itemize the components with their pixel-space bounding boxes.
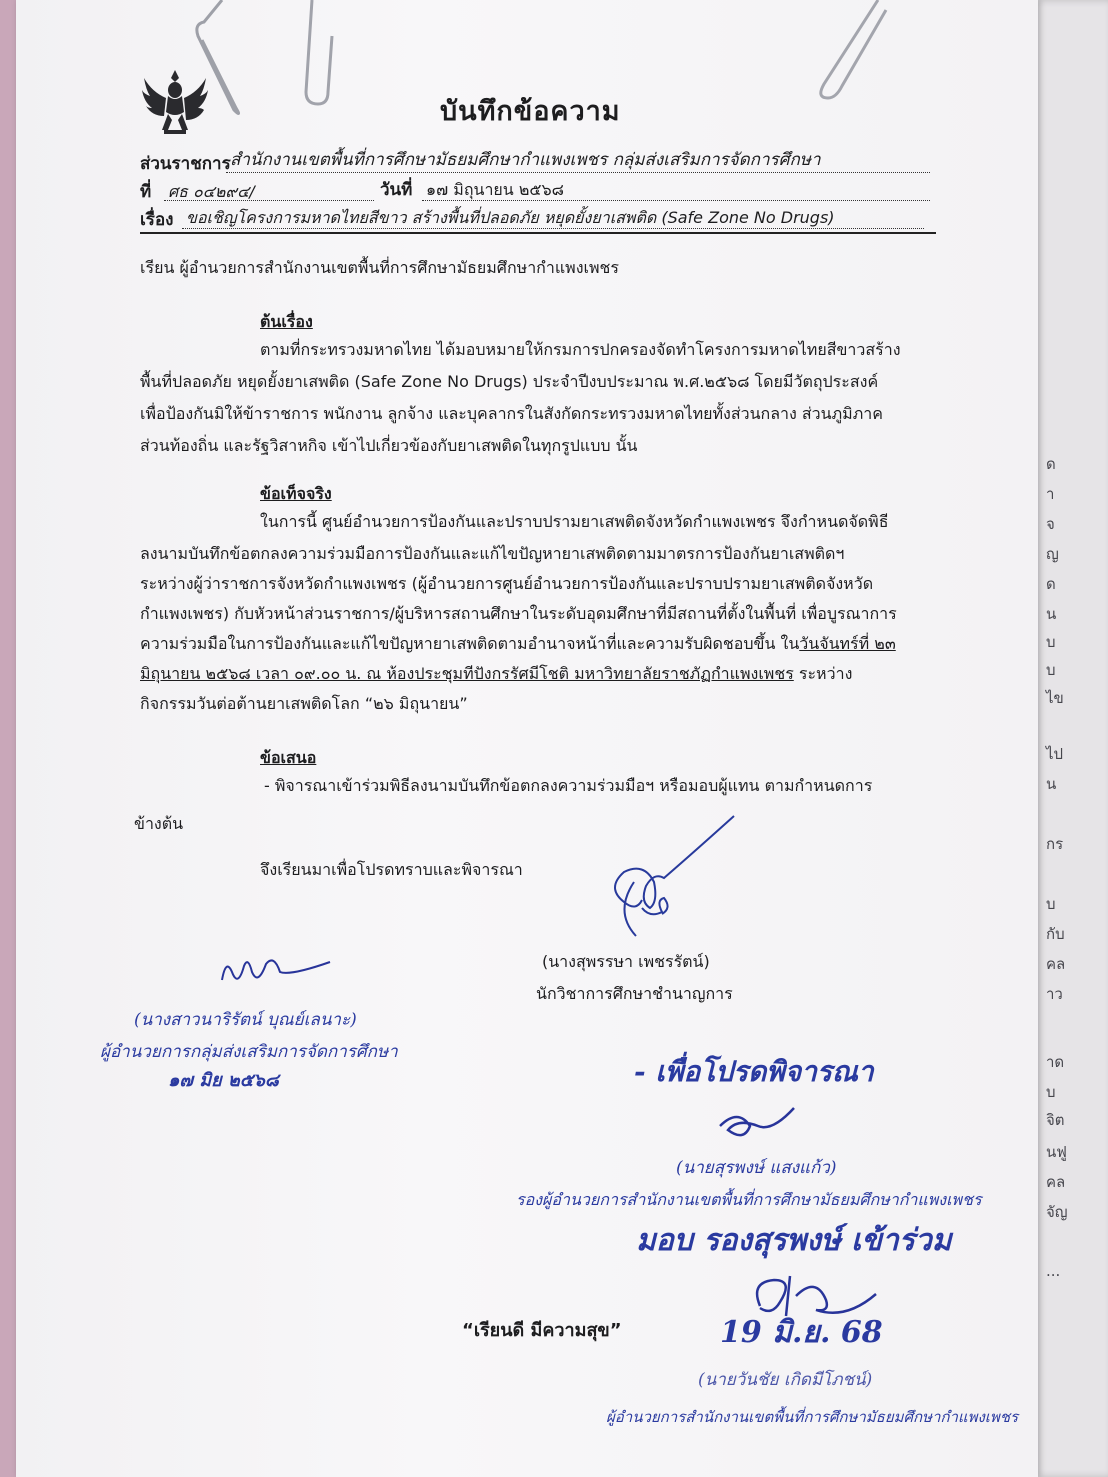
underlying-page-text: บ — [1046, 1083, 1056, 1101]
underlying-page-text: ไข — [1046, 689, 1064, 707]
underlying-page-text: กร — [1046, 835, 1064, 853]
underlying-page-text: คล — [1046, 1173, 1066, 1191]
proposal-item: - พิจารณาเข้าร่วมพิธีลงนามบันทึกข้อตกลงความร่วมมือฯ หรือมอบผู้แทน ตามกำหนดการ — [264, 776, 873, 795]
salutation: เรียน ผู้อำนวยการสำนักงานเขตพื้นที่การศึกษามัธยมศึกษากำแพงเพชร — [140, 258, 619, 277]
underlying-page-text: บ — [1046, 895, 1056, 913]
facts-line: ระหว่างผู้ว่าราชการจังหวัดกำแพงเพชร (ผู้อำนวยการศูนย์อำนวยการป้องกันและปราบปรามยาเสพติดจังหวัด — [140, 574, 874, 593]
facts-line-5 — [140, 636, 896, 652]
facts-line: กิจกรรมวันต่อต้านยาเสพติดโลก “๒๖ มิถุนายน” — [140, 694, 468, 713]
officer-name: (นางสุพรรษา เพชรรัตน์) — [542, 952, 710, 971]
facts-heading: ข้อเท็จจริง — [260, 484, 332, 503]
ref-dotted-line — [164, 200, 374, 201]
closing-line: จึงเรียนมาเพื่อโปรดทราบและพิจารณา — [260, 860, 523, 879]
underlying-page-text: ด — [1046, 455, 1056, 473]
deputy-signature — [714, 1106, 804, 1146]
meeting-day: วันจันทร์ที่ ๒๓ — [799, 634, 896, 653]
background-line: พื้นที่ปลอดภัย หยุดยั้งยาเสพติด (Safe Zone No Drugs) ประจำปีงบประมาณ พ.ศ.๒๕๖๘ โดยมีวัตถุประสงค์ — [140, 372, 879, 391]
proposal-item-tail: ข้างต้น — [134, 814, 184, 833]
background-line: ส่วนท้องถิ่น และรัฐวิสาหกิจ เข้าไปเกี่ยวข้องกับยาเสพติดในทุกรูปแบบ นั้น — [140, 436, 638, 455]
underlying-page-text: ญ — [1046, 545, 1059, 563]
subject-value: ขอเชิญโครงการมหาดไทยสีขาว สร้างพื้นที่ปลอดภัย หยุดยั้งยาเสพติด (Safe Zone No Drugs) — [186, 208, 835, 227]
underlying-page-text: าด — [1046, 1053, 1065, 1071]
director-date: 19 มิ.ย. 68 — [720, 1315, 883, 1350]
underlying-page-text: บ — [1046, 633, 1056, 651]
underlying-page-text: ด — [1046, 575, 1056, 593]
date-dotted-line — [422, 200, 930, 201]
date-label: วันที่ — [380, 180, 413, 200]
group-head-signature — [212, 950, 332, 994]
slogan: “เรียนดี มีความสุข” — [462, 1320, 622, 1341]
underlying-page-text: กับ — [1046, 925, 1065, 943]
background-line: เพื่อป้องกันมิให้ข้าราชการ พนักงาน ลูกจ้าง และบุคลากรในสังกัดกระทรวงมหาดไทยทั้งส่วนกลาง ส่วนภูมิภาค — [140, 404, 883, 423]
group-head-date: ๑๗ มิย ๒๕๖๘ — [168, 1070, 279, 1091]
underlying-page-text: คล — [1046, 955, 1066, 973]
underlying-page-text: จ — [1046, 515, 1055, 533]
officer-position: นักวิชาการศึกษาชำนาญการ — [536, 984, 733, 1003]
underlying-page-text: จิต — [1046, 1111, 1065, 1129]
ref-label: ที่ — [140, 182, 152, 202]
subject-dotted-line — [182, 228, 924, 229]
paper-clip-icon — [812, 0, 892, 104]
director-order: มอบ รองสุรพงษ์ เข้าร่วม — [636, 1223, 952, 1258]
meeting-detail: มิถุนายน ๒๕๖๘ เวลา ๐๙.๐๐ น. ณ ห้องประชุมทีปังกรรัศมีโชติ มหาวิทยาลัยราชภัฏกำแพงเพชร — [140, 664, 794, 683]
paper-clip-icon — [300, 0, 340, 110]
background-line: ตามที่กระทรวงมหาดไทย ได้มอบหมายให้กรมการปกครองจัดทำโครงการมหาดไทยสีขาวสร้าง — [260, 340, 901, 359]
facts-line: ในการนี้ ศูนย์อำนวยการป้องกันและปราบปรามยาเสพติดจังหวัดกำแพงเพชร จึงกำหนดจัดพิธี — [260, 512, 889, 531]
director-position: ผู้อำนวยการสำนักงานเขตพื้นที่การศึกษามัธยมศึกษากำแพงเพชร — [606, 1408, 1019, 1426]
facts-line-text: ระหว่าง — [793, 664, 853, 683]
date-value: ๑๗ มิถุนายน ๒๕๖๘ — [426, 180, 564, 199]
underlying-page-text: าว — [1046, 985, 1063, 1003]
facts-line: ลงนามบันทึกข้อตกลงความร่วมมือการป้องกันและแก้ไขปัญหายาเสพติดตามมาตรการป้องกันยาเสพติดฯ — [140, 544, 845, 563]
agency-value: สำนักงานเขตพื้นที่การศึกษามัธยมศึกษากำแพงเพชร กลุ่มส่งเสริมการจัดการศึกษา — [230, 150, 821, 170]
officer-signature — [584, 812, 754, 952]
group-head-name: (นางสาวนาริรัตน์ บุณย์เลนาะ) — [134, 1010, 357, 1030]
underlying-page-text: จัญ — [1046, 1203, 1068, 1221]
memo-page — [16, 0, 1038, 1477]
group-head-position: ผู้อำนวยการกลุ่มส่งเสริมการจัดการศึกษา — [100, 1042, 398, 1062]
header-rule — [140, 232, 936, 234]
underlying-page-text: ไป — [1046, 745, 1064, 763]
underlying-page-text: น — [1046, 605, 1057, 623]
deputy-name: (นายสุรพงษ์ แสงแก้ว) — [676, 1158, 837, 1178]
agency-dotted-line — [226, 172, 930, 173]
background-heading: ต้นเรื่อง — [260, 312, 313, 331]
underlying-page-text: ... — [1046, 1262, 1061, 1280]
underlying-page-text: น — [1046, 775, 1057, 793]
underlying-page-text: นฟู — [1046, 1143, 1067, 1161]
facts-line-6 — [140, 666, 852, 682]
facts-line-text: ความร่วมมือในการป้องกันและแก้ไขปัญหายาเสพติดตามอำนาจหน้าที่และความรับผิดชอบขึ้น ใน — [140, 634, 800, 653]
deputy-note: - เพื่อโปรดพิจารณา — [634, 1055, 874, 1088]
agency-label: ส่วนราชการ — [140, 154, 231, 174]
underlying-page-text: า — [1046, 485, 1055, 503]
document-title: บันทึกข้อความ — [440, 96, 621, 127]
proposal-heading: ข้อเสนอ — [260, 748, 317, 767]
ref-value: ศธ ๐๔๒๙๔/ — [168, 182, 255, 201]
subject-label: เรื่อง — [140, 210, 174, 230]
facts-line: กำแพงเพชร) กับหัวหน้าส่วนราชการ/ผู้บริหารสถานศึกษาในระดับอุดมศึกษาที่มีสถานที่ตั้งในพื้นที่ เพื่อบูรณาการ — [140, 604, 897, 623]
paper-clip-icon — [192, 0, 252, 118]
director-name: (นายวันชัย เกิดมีโภชน์) — [698, 1370, 873, 1390]
underlying-page-text: บ — [1046, 661, 1056, 679]
deputy-position: รองผู้อำนวยการสำนักงานเขตพื้นที่การศึกษามัธยมศึกษากำแพงเพชร — [516, 1190, 982, 1209]
